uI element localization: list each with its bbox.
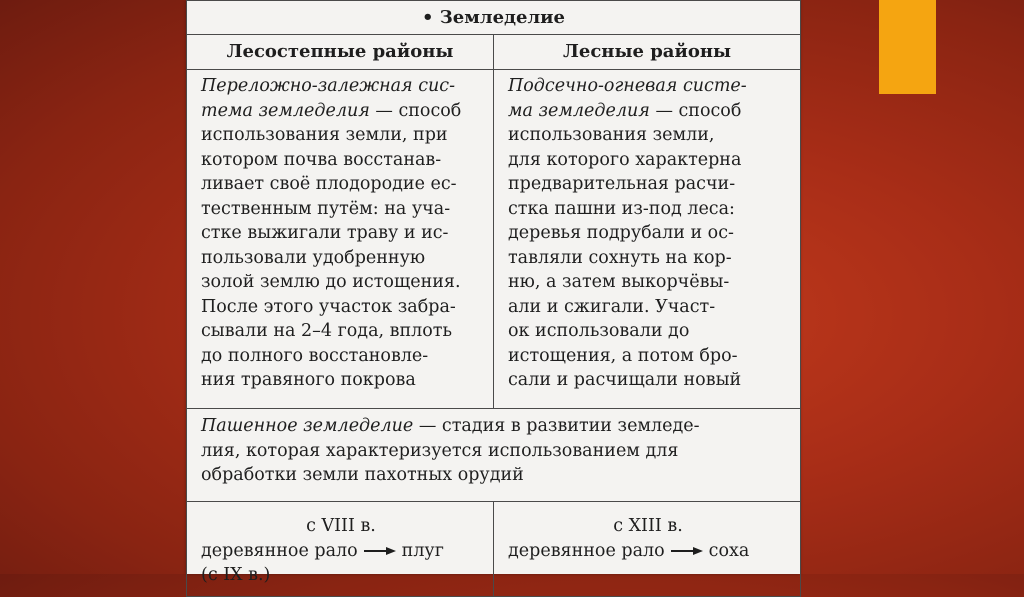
text-line: ок использовали до: [508, 321, 690, 341]
text-line: тема земледелия — способ: [201, 100, 462, 121]
forest-description: [494, 70, 801, 409]
text-line: пользовали удобренную: [201, 247, 426, 268]
text-line: ню, а затем выкорчёвы-: [508, 272, 730, 292]
text-line: истощения, а потом бро-: [508, 345, 738, 366]
text-line: стка пашни из-под леса:: [508, 198, 735, 219]
text-line: али и сжигали. Участ-: [508, 296, 716, 317]
forest-tools: [494, 502, 801, 597]
text-line: Пашенное земледелие — стадия в развитии земледе-: [201, 416, 700, 436]
forest-steppe-description: [187, 70, 494, 409]
text-line: тественным путём: на уча-: [201, 198, 451, 219]
text-line: сали и расчищали новый: [508, 370, 742, 390]
arrow-right-icon: [362, 546, 398, 556]
text-line: лия, которая характеризуется использованием для: [201, 440, 679, 461]
text-line: стке выжигали траву и ис-: [201, 223, 449, 243]
agriculture-table: [186, 0, 801, 597]
tool-transition: деревянное рало плуг: [201, 540, 444, 561]
text-line: После этого участок забра-: [201, 296, 456, 317]
text-line: сывали на 2–4 года, вплоть: [201, 321, 453, 341]
text-line: Подсечно-огневая систе-: [508, 76, 747, 96]
tool-transition: деревянное рало соха: [508, 540, 750, 561]
column-header-forest-steppe: Лесостепные районы: [187, 35, 494, 70]
century-label: с VIII в.: [306, 516, 376, 536]
document-sheet: [186, 0, 800, 585]
forest-steppe-tools: [187, 502, 494, 597]
column-header-forest: Лесные районы: [494, 35, 801, 70]
text-line: обработки земли пахотных орудий: [201, 465, 524, 485]
arable-farming-definition: [187, 409, 801, 502]
text-line: до полного восстановле-: [201, 345, 429, 366]
text-line: золой землю до истощения.: [201, 272, 461, 292]
text-line: ливает своё плодородие ес-: [201, 174, 457, 194]
century-label: с XIII в.: [613, 516, 683, 536]
date-note: (с IX в.): [201, 565, 271, 585]
text-line: котором почва восстанав-: [201, 149, 442, 170]
orange-accent-block: [879, 0, 936, 94]
text-line: использования земли, при: [201, 125, 448, 145]
text-line: ния травяного покрова: [201, 370, 416, 390]
text-line: ма земледелия — способ: [508, 100, 742, 121]
text-line: Переложно-залежная сис-: [201, 76, 455, 96]
text-line: для которого характерна: [508, 149, 742, 170]
text-line: использования земли,: [508, 125, 715, 145]
arrow-right-icon: [669, 546, 705, 556]
text-line: тавляли сохнуть на кор-: [508, 247, 732, 268]
text-line: предварительная расчи-: [508, 174, 736, 194]
table-title: • Земледелие: [187, 1, 801, 35]
text-line: деревья подрубали и ос-: [508, 223, 734, 243]
